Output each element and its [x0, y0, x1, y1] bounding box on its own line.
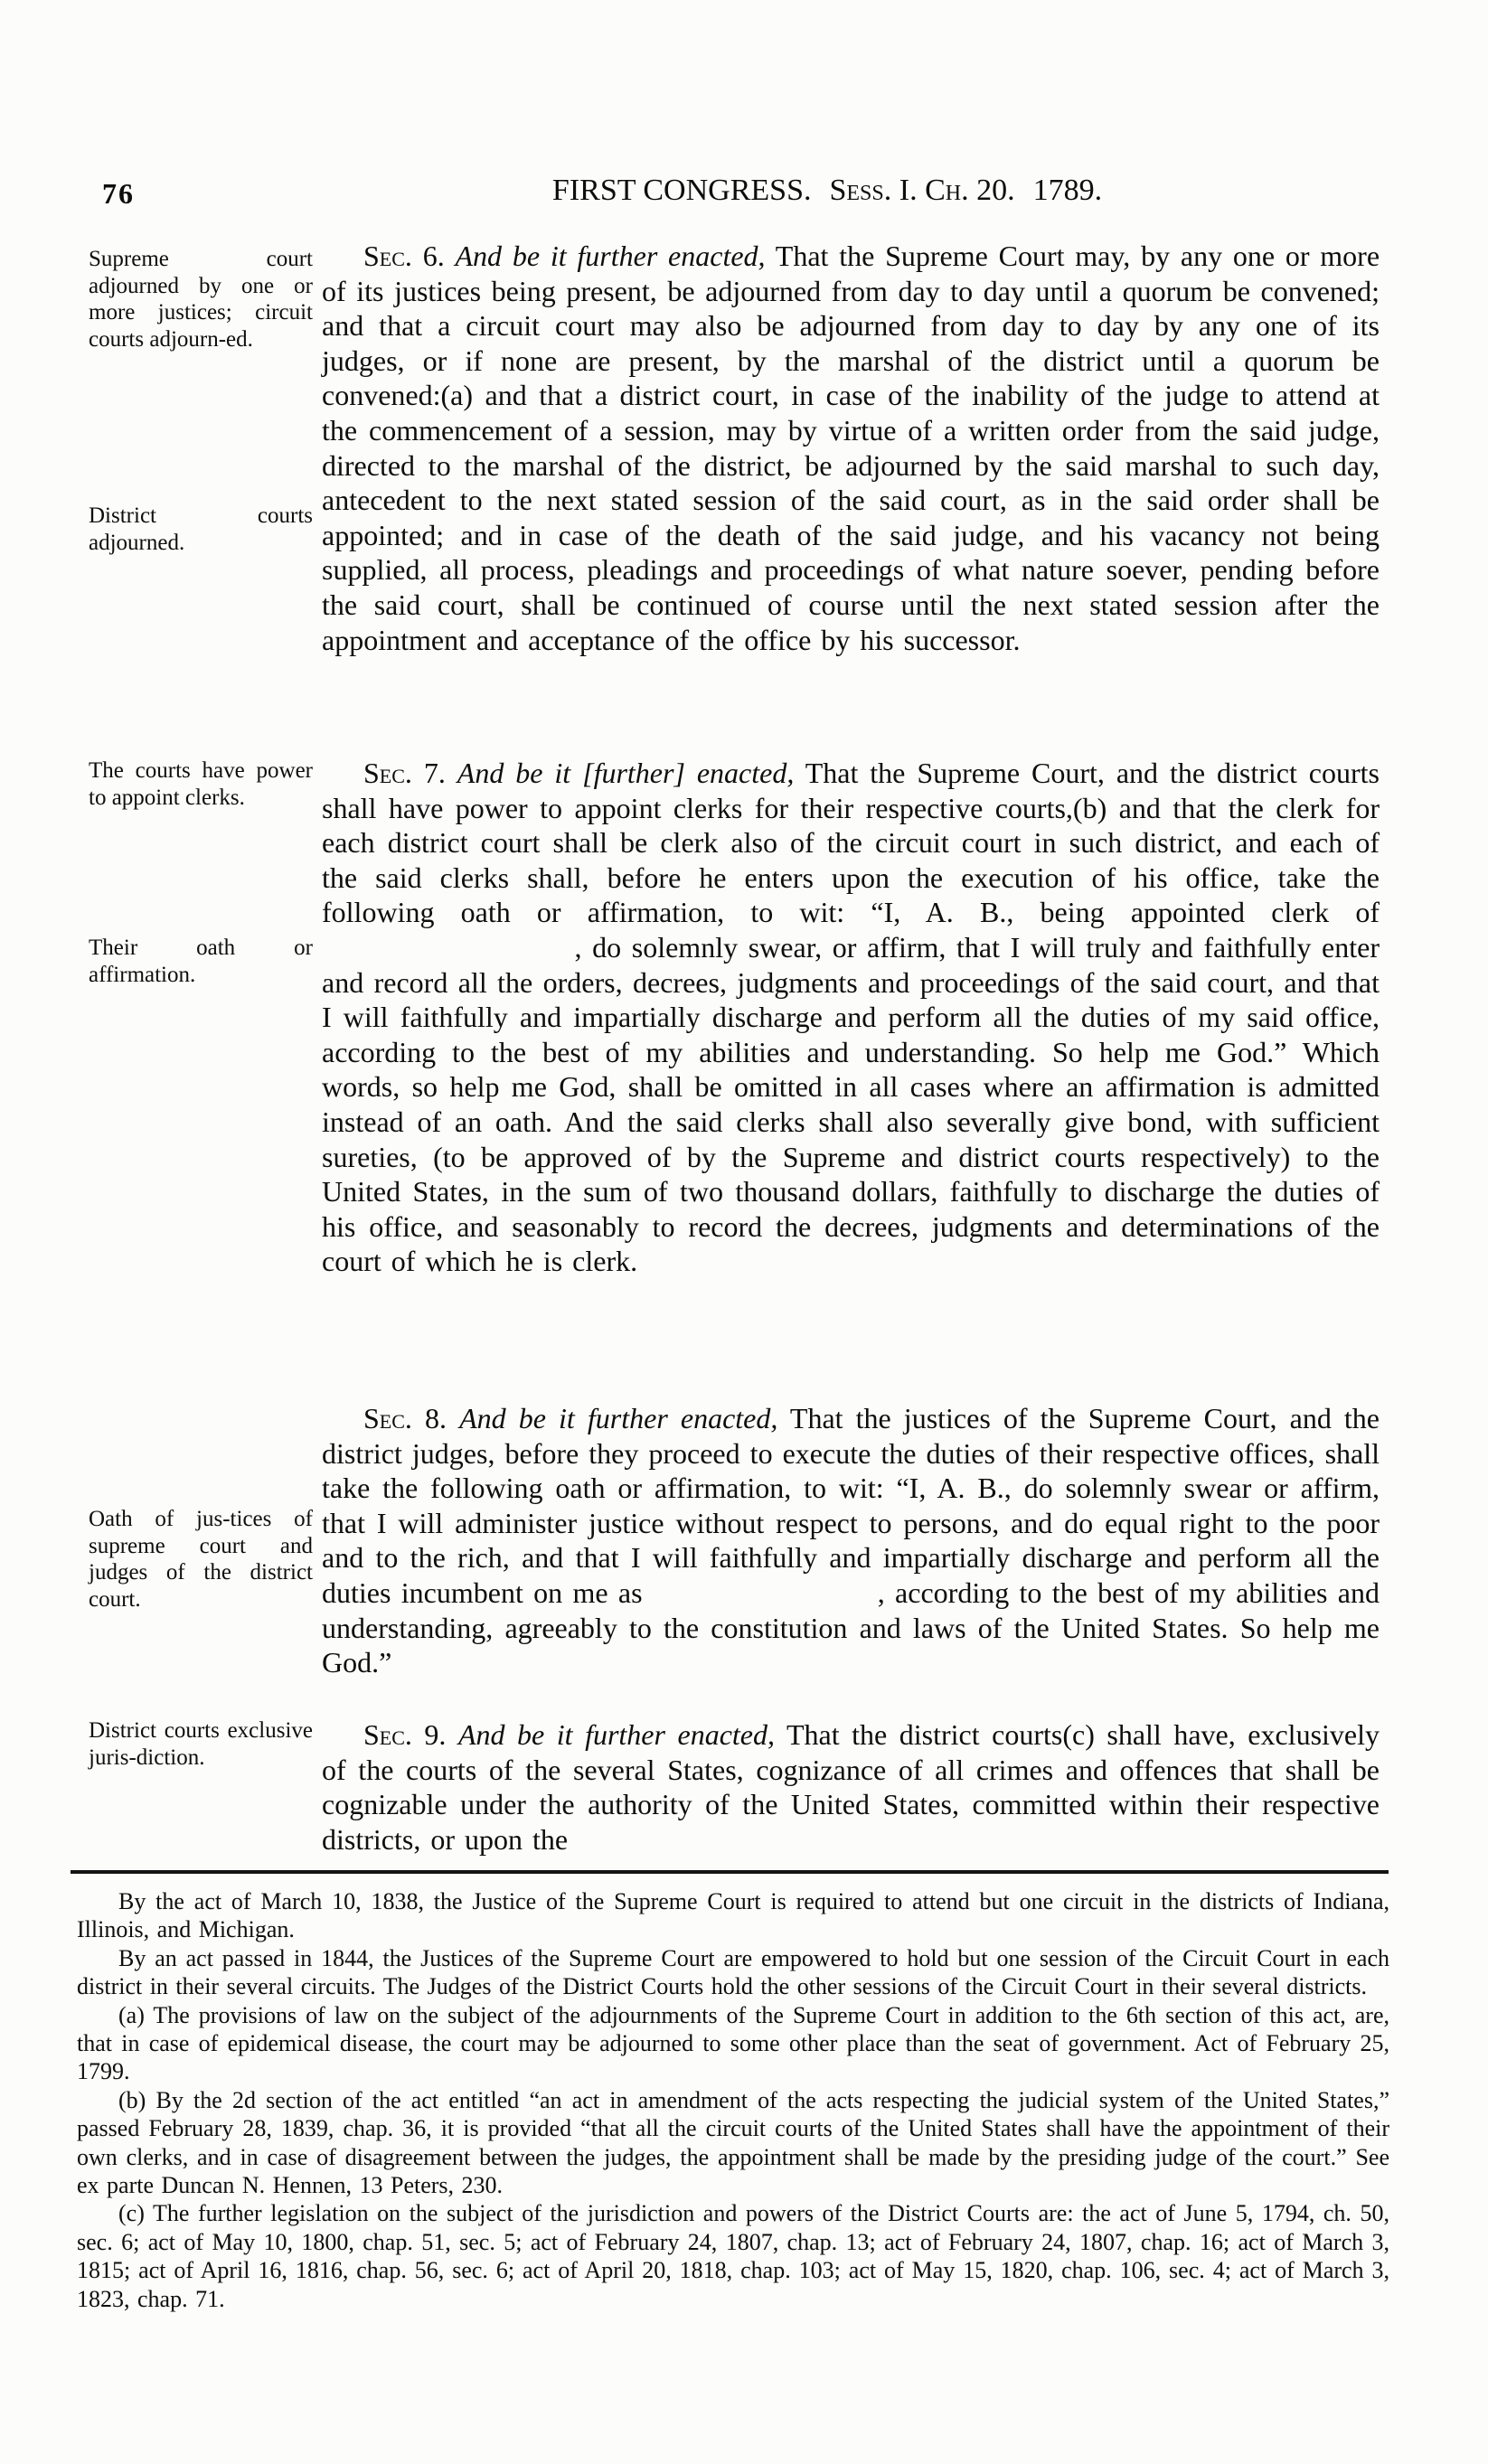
footnote-c: (c) The further legislation on the subject of the jurisdiction and powers of the District Courts are: the act of June 5, 1794, ch. 50, sec. 6; act of May 10, 1800, chap. 51, sec. 5; act of February 24, 1807, chap. 13; act of February 24, 1807, chap. 16; act of March 3, 1815; act of April 16, 1816, chap. 56, sec. 6; act of April 20, 1818, chap. 103; act of May 15, 1820, chap. 106, sec. 4; act of March 3, 1823, chap. 71. — [77, 2200, 1389, 2312]
section-body: That the Supreme Court, and the district courts shall have power to appoint clerks for their respective courts,(b) and that the clerk for each district court shall be clerk also of the circuit court in such district, and each of the said clerks shall, before he enters upon the execution of his office, take the following oath or affirmation, to wit: “I, A. B., being appointed clerk of , do solemnly swear, or affirm, that I will truly and faithfully enter and record all the orders, decrees, judgments and proceedings of the said court, and that I will faithfully and impartially discharge and perform all the duties of my said office, according to the best of my abilities and understanding. So help me God.” Which words, so help me God, shall be omitted in all cases where an affirmation is admitted instead of an oath. And the said clerks shall also severally give bond, with sufficient sureties, (to be approved of by the Supreme and district courts respectively) to the United States, in the sum of two thousand dollars, faithfully to discharge the duties of his office, and seasonably to record the decrees, judgments and determinations of the court of which he is clerk. — [322, 757, 1380, 1278]
running-header-session: Sess. I. Ch. 20. — [829, 174, 1015, 207]
section-body: That the justices of the Supreme Court, and the district judges, before they proceed to execute the duties of their respective offices, shall take the following oath or affirmation, to wit: “I, A. B., do solemnly swear or affirm, that I will administer justice without respect to persons, and do equal right to the poor and to the rich, and that I will faithfully and impartially discharge and perform all the duties incumbent on me as , according to the best of my abilities and understanding, agreeably to the constitution and laws of the United States. So help me God.” — [322, 1402, 1380, 1679]
margin-note-district-courts-adjourned: District courts adjourned. — [89, 503, 313, 555]
enacting-clause: And be it [further] enacted, — [457, 757, 795, 789]
margin-note-power-to-appoint-clerks: The courts have power to appoint clerks. — [89, 758, 313, 810]
footnote-act-1844: By an act passed in 1844, the Justices of the Supreme Court are empowered to hold but one session of the Circuit Court in each district in their several circuits. The Judges of the District Courts hold the other sessions of the Circuit Court in their several districts. — [77, 1944, 1389, 2000]
section-paragraph-9 — [322, 1717, 1380, 1857]
section-body: That the Supreme Court may, by any one or more of its justices being present, be adjourned from day to day until a quorum be convened; and that a circuit court may also be adjourned from day to day by any one of its judges, or if none are present, by the marshal of the district until a quorum be convened:(a) and that a district court, in case of the inability of the judge to attend at the commencement of a session, may by virtue of a written order from the said judge, directed to the marshal of the district, be adjourned by the said marshal to such day, antecedent to the next stated session of the said court, as in the said order shall be appointed; and in case of the death of the said judge, and his vacancy not being supplied, all process, pleadings and proceedings of what nature soever, pending before the said court, shall be continued of course until the next stated session after the appointment and acceptance of the office by his successor. — [322, 240, 1380, 656]
running-header-congress: FIRST CONGRESS. — [551, 174, 812, 207]
footnote-rule — [71, 1870, 1389, 1874]
running-header — [271, 174, 1383, 208]
section-body: That the district courts(c) shall have, exclusively of the courts of the several States, cognizance of all crimes and offences that shall be cognizable under the authority of the United States, committed within their respective districts, or upon the — [322, 1718, 1380, 1856]
enacting-clause: And be it further enacted, — [459, 1402, 778, 1434]
margin-note-supreme-court-adjourned: Supreme court adjourned by one or more justices; circuit courts adjourn-ed. — [89, 247, 313, 352]
section-label: Sec. 7. — [363, 757, 446, 789]
running-header-year: 1789. — [1032, 174, 1103, 207]
margin-note-oath-of-justices: Oath of jus-tices of supreme court and judges of the district court. — [89, 1507, 313, 1612]
section-label: Sec. 6. — [363, 240, 445, 272]
footnote-act-1838: By the act of March 10, 1838, the Justice of the Supreme Court is required to attend but one circuit in the districts of Indiana, Illinois, and Michigan. — [77, 1888, 1389, 1943]
section-label: Sec. 9. — [363, 1718, 447, 1751]
section-paragraph-7 — [322, 756, 1380, 1279]
section-label: Sec. 8. — [363, 1402, 447, 1434]
footnote-block — [77, 1887, 1389, 2313]
section-paragraph-6 — [322, 239, 1380, 657]
section-paragraph-8 — [322, 1401, 1380, 1680]
margin-note-oath-or-affirmation: Their oath or affirmation. — [89, 936, 313, 987]
page-number: 76 — [102, 177, 135, 210]
enacting-clause: And be it further enacted, — [455, 240, 766, 272]
footnote-b: (b) By the 2d section of the act entitled “an act in amendment of the acts respecting the judicial system of the United States,” passed February 28, 1839, chap. 36, it is provided “that all the circuit courts of the United States shall have the appointment of their own clerks, and in case of disagreement between the judges, the appointment shall be made by the presiding judge of the court.” See ex parte Duncan N. Hennen, 13 Peters, 230. — [77, 2086, 1389, 2199]
enacting-clause: And be it further enacted, — [457, 1718, 775, 1751]
footnote-a: (a) The provisions of law on the subject of the adjournments of the Supreme Court in addition to the 6th section of this act, are, that in case of epidemical disease, the court may be adjourned to some other place than the seat of government. Act of February 25, 1799. — [77, 2001, 1389, 2085]
margin-note-exclusive-jurisdiction: District courts exclusive juris-diction. — [89, 1718, 313, 1770]
